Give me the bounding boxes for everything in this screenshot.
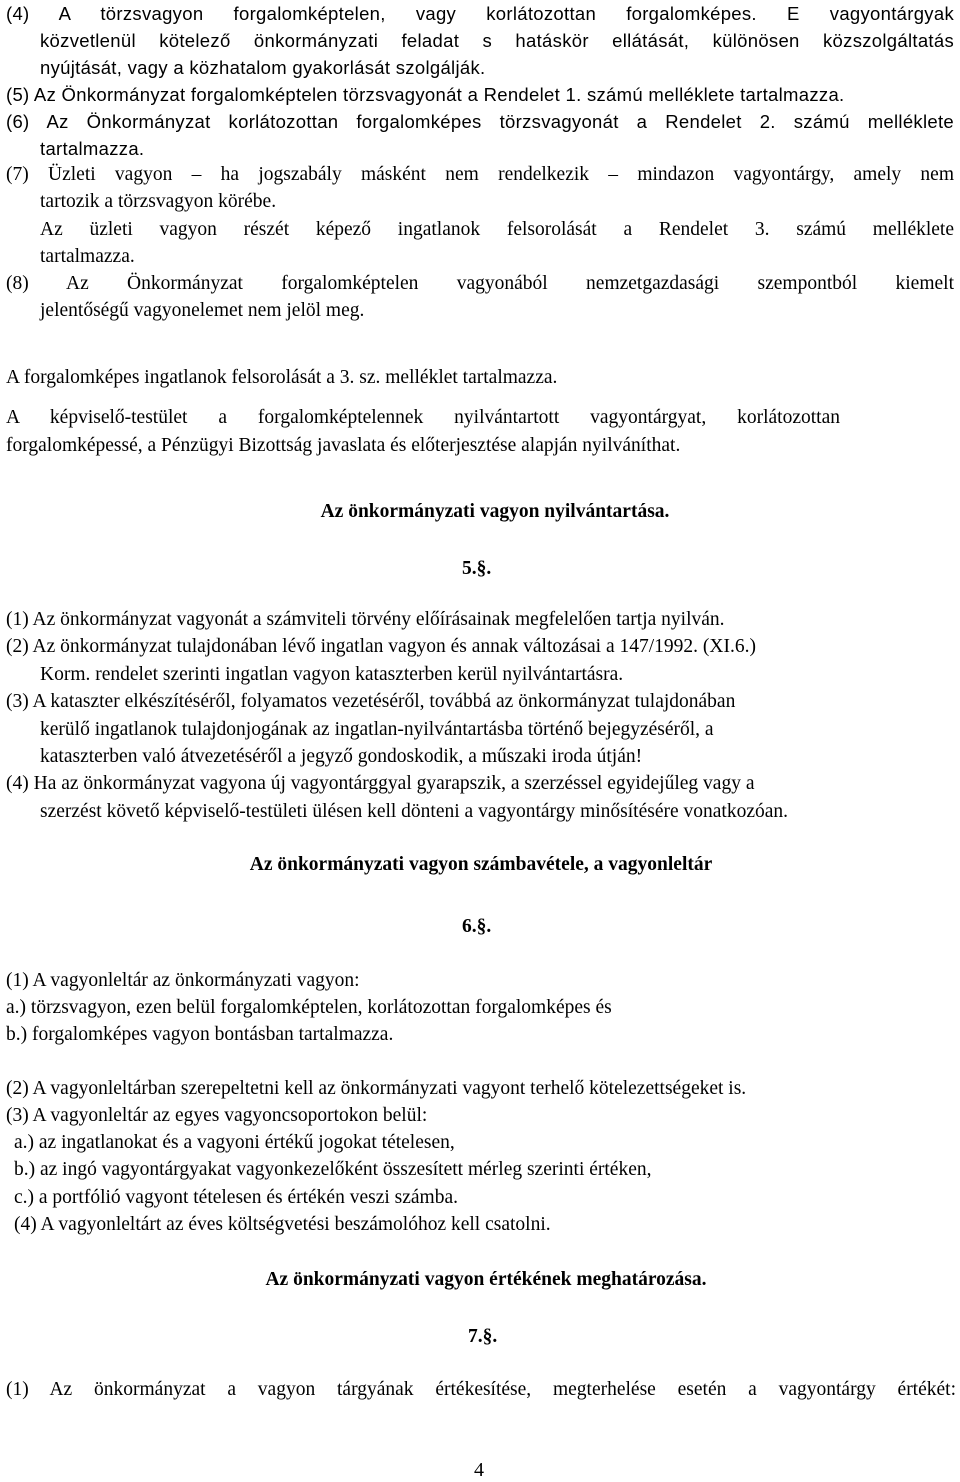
leltar-item-1: (1) A vagyonleltár az önkormányzati vagyon: [6, 970, 360, 991]
leltar-item-4: (4) A vagyonleltárt az éves költségvetési beszámolóhoz kell csatolni. [14, 1214, 551, 1235]
leltar-item-3a: a.) az ingatlanokat és a vagyoni értékű jogokat tételesen, [14, 1132, 455, 1153]
paragraph-6-line-2: tartalmazza. [40, 138, 145, 159]
section-heading-ertek: Az önkormányzati vagyon értékének meghatározása. [265, 1269, 707, 1290]
paragraph-7-line-1: (7) Üzleti vagyon – ha jogszabály másként nem rendelkezik – mindazon vagyontárgy, amely nem [6, 164, 954, 185]
paragraph-4-line-3: nyújtását, vagy a közhatalom gyakorlását szolgálják. [40, 57, 486, 78]
nyilvantartas-item-4-line-1: (4) Ha az önkormányzat vagyona új vagyontárggyal gyarapszik, a szerzéssel egyidejűleg vagy a [6, 773, 755, 794]
paragraph-6-line-1: (6) Az Önkormányzat korlátozottan forgalomképes törzsvagyonát a Rendelet 2. számú melléklete [6, 111, 954, 132]
paragraph-7b-line-1: Az üzleti vagyon részét képező ingatlanok felsorolását a Rendelet 3. számú melléklete [40, 219, 954, 240]
leltar-item-1a: a.) törzsvagyon, ezen belül forgalomképtelen, korlátozottan forgalomképes és [6, 997, 612, 1018]
section-heading-vagyonleltar: Az önkormányzati vagyon számbavétele, a vagyonleltár [249, 854, 713, 875]
section-heading-nyilvantartas: Az önkormányzati vagyon nyilvántartása. [320, 501, 670, 522]
nyilvantartas-item-2-line-2: Korm. rendelet szerinti ingatlan vagyon kataszterben kerül nyilvántartásra. [40, 664, 624, 685]
section-number-7: 7.§. [468, 1326, 498, 1347]
paragraph-5: (5) Az Önkormányzat forgalomképtelen törzsvagyonát a Rendelet 1. számú melléklete tartalmazza. [6, 84, 845, 105]
paragraph-4-line-2: közvetlenül kötelező önkormányzati feladat s hatáskör ellátását, különösen közszolgáltatás [40, 30, 954, 51]
paragraph-7-line-2: tartozik a törzsvagyon körébe. [40, 191, 277, 212]
section-number-5: 5.§. [462, 558, 492, 579]
leltar-item-3c: c.) a portfólió vagyont tételesen és értékén veszi számba. [14, 1187, 458, 1208]
nyilvantartas-item-4-line-2: szerzést követő képviselő-testületi ülésen kell dönteni a vagyontárgy minősítésére vonatkozóan. [40, 801, 789, 822]
nyilvantartas-item-3-line-2: kerülő ingatlanok tulajdonjogának az ingatlan-nyilvántartásba történő bejegyzéséről, a [40, 719, 714, 740]
nyilvantartas-item-3-line-1: (3) A kataszter elkészítéséről, folyamatos vezetéséről, továbbá az önkormányzat tulajdonában [6, 691, 736, 712]
nyilvantartas-item-3-line-3: kataszterben való átvezetéséről a jegyző gondoskodik, a műszaki iroda útján! [40, 746, 643, 767]
paragraph-8-line-2: jelentőségű vagyonelemet nem jelöl meg. [40, 300, 365, 321]
paragraph-7b-line-2: tartalmazza. [40, 246, 135, 267]
paragraph-4-line-1: (4) A törzsvagyon forgalomképtelen, vagy korlátozottan forgalomképes. E vagyontárgyak [6, 3, 954, 24]
page-number: 4 [474, 1459, 484, 1481]
leltar-item-1b: b.) forgalomképes vagyon bontásban tartalmazza. [6, 1024, 394, 1045]
kepviselo-testulet-line-1: A képviselő-testület a forgalomképtelennek nyilvántartott vagyontárgyat, korlátozottan [6, 407, 840, 428]
kepviselo-testulet-line-2: forgalomképessé, a Pénzügyi Bizottság javaslata és előterjesztése alapján nyilváníthat. [6, 435, 681, 456]
leltar-item-3: (3) A vagyonleltár az egyes vagyoncsoportokon belül: [6, 1105, 428, 1126]
ertek-item-1: (1) Az önkormányzat a vagyon tárgyának értékesítése, megterhelése esetén a vagyontárgy értékét: [6, 1379, 956, 1400]
leltar-item-3b: b.) az ingó vagyontárgyakat vagyonkezelőként összesített mérleg szerinti értéken, [14, 1159, 652, 1180]
forgalomkepes-note: A forgalomképes ingatlanok felsorolását a 3. sz. melléklet tartalmazza. [6, 367, 558, 388]
paragraph-8-line-1: (8) Az Önkormányzat forgalomképtelen vagyonából nemzetgazdasági szempontból kiemelt [6, 273, 954, 294]
nyilvantartas-item-2-line-1: (2) Az önkormányzat tulajdonában lévő ingatlan vagyon és annak változásai a 147/1992. (XI.6.) [6, 636, 756, 657]
section-number-6: 6.§. [462, 916, 492, 937]
leltar-item-2: (2) A vagyonleltárban szerepeltetni kell az önkormányzati vagyont terhelő kötelezettségeket is. [6, 1078, 747, 1099]
nyilvantartas-item-1: (1) Az önkormányzat vagyonát a számviteli törvény előírásainak megfelelően tartja nyilván. [6, 609, 725, 630]
